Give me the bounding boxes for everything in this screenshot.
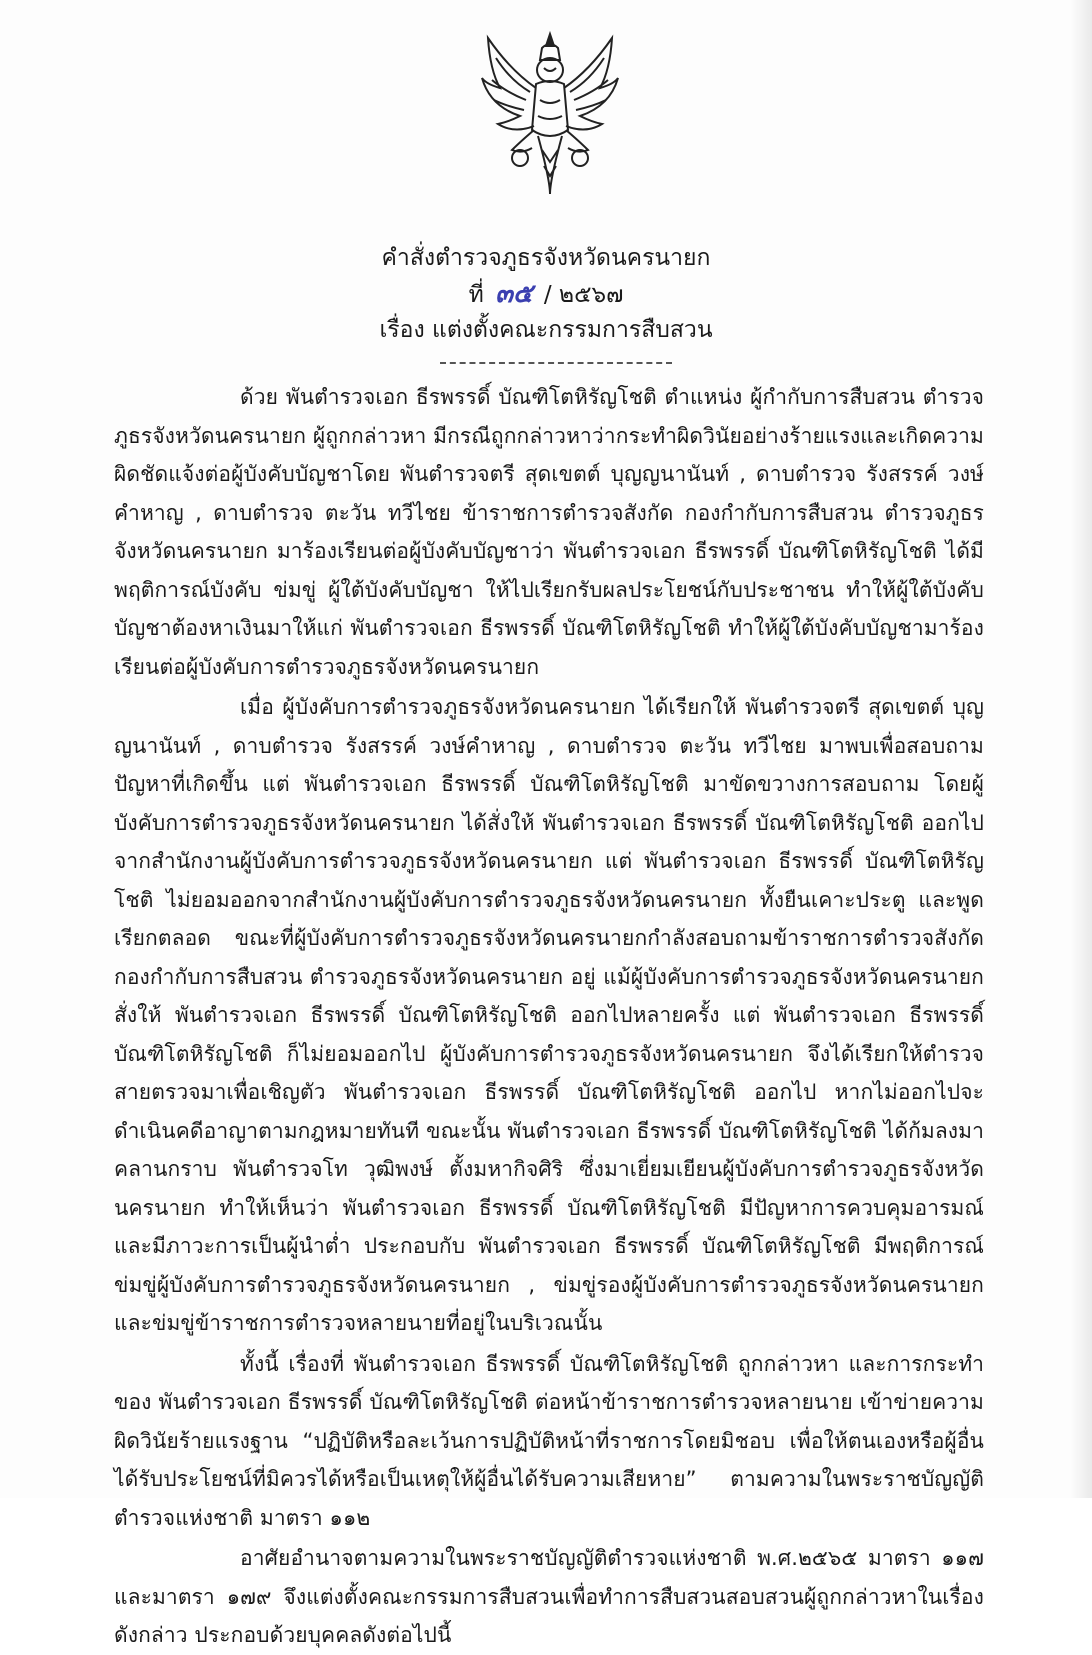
order-header	[0, 240, 1092, 348]
body-paragraph: ทั้งนี้ เรื่องที่ พันตำรวจเอก ธีรพรรดิ์ บัณฑิโตหิรัญโชติ ถูกกล่าวหา และการกระทำของ พันตำรวจเอก ธีรพรรดิ์ บัณฑิโตหิรัญโชติ ต่อหน้าข้าราชการตำรวจหลายนาย เข้าข่ายความผิดวินัยร้ายแรงฐาน “ปฏิบัติหรือละเว้นการปฏิบัติหน้าที่ราชการโดยมิชอบ เพื่อให้ตนเองหรือผู้อื่นได้รับประโยชน์ที่มิควรได้หรือเป็นเหตุให้ผู้อื่นได้รับความเสียหาย” ตามความในพระราชบัญญัติตำรวจแห่งชาติ มาตรา ๑๑๒	[114, 1351, 984, 1530]
page-edge-shadow	[1070, 0, 1092, 1498]
order-number-handwritten: ๓๕	[495, 279, 533, 309]
body-paragraph: เมื่อ ผู้บังคับการตำรวจภูธรจังหวัดนครนายก ได้เรียกให้ พันตำรวจตรี สุดเขตต์ บุญญนานันท์ , ดาบตำรวจ รังสรรค์ วงษ์คำหาญ , ดาบตำรวจ ตะวัน ทวีไชย มาพบเพื่อสอบถามปัญหาที่เกิดขึ้น แต่ พันตำรวจเอก ธีรพรรดิ์ บัณฑิโตหิรัญโชติ มาขัดขวางการสอบถาม โดยผู้บังคับการตำรวจภูธรจังหวัดนครนายก ได้สั่งให้ พันตำรวจเอก ธีรพรรดิ์ บัณฑิโตหิรัญโชติ ออกไปจากสำนักงานผู้บังคับการตำรวจภูธรจังหวัดนครนายก แต่ พันตำรวจเอก ธีรพรรดิ์ บัณฑิโตหิรัญโชติ ไม่ยอมออกจากสำนักงานผู้บังคับการตำรวจภูธรจังหวัดนครนายก ทั้งยืนเคาะประตู และพูดเรียกตลอด ขณะที่ผู้บังคับการตำรวจภูธรจังหวัดนครนายกกำลังสอบถามข้าราชการตำรวจสังกัด กองกำกับการสืบสวน ตำรวจภูธรจังหวัดนครนายก อยู่ แม้ผู้บังคับการตำรวจภูธรจังหวัดนครนายก สั่งให้ พันตำรวจเอก ธีรพรรดิ์ บัณฑิโตหิรัญโชติ ออกไปหลายครั้ง แต่ พันตำรวจเอก ธีรพรรดิ์ บัณฑิโตหิรัญโชติ ก็ไม่ยอมออกไป ผู้บังคับการตำรวจภูธรจังหวัดนครนายก จึงได้เรียกให้ตำรวจสายตรวจมาเพื่อเชิญตัว พันตำรวจเอก ธีรพรรดิ์ บัณฑิโตหิรัญโชติ ออกไป หากไม่ออกไปจะดำเนินคดีอาญาตามกฎหมายทันที ขณะนั้น พันตำรวจเอก ธีรพรรดิ์ บัณฑิโตหิรัญโชติ ได้ก้มลงมาคลานกราบ พันตำรวจโท วุฒิพงษ์ ตั้งมหากิจศิริ ซึ่งมาเยี่ยมเยียนผู้บังคับการตำรวจภูธรจังหวัดนครนายก ทำให้เห็นว่า พันตำรวจเอก ธีรพรรดิ์ บัณฑิโตหิรัญโชติ มีปัญหาการควบคุมอารมณ์และมีภาวะการเป็นผู้นำต่ำ ประกอบกับ พันตำรวจเอก ธีรพรรดิ์ บัณฑิโตหิรัญโชติ มีพฤติการณ์ ข่มขู่ผู้บังคับการตำรวจภูธรจังหวัดนครนายก , ข่มขู่รองผู้บังคับการตำรวจภูธรจังหวัดนครนายก และข่มขู่ข้าราชการตำรวจหลายนายที่อยู่ในบริเวณนั้น	[114, 695, 984, 1335]
order-subject: เรื่อง แต่งตั้งคณะกรรมการสืบสวน	[379, 317, 713, 343]
order-body	[114, 378, 984, 1655]
order-number-year: / ๒๕๖๗	[543, 282, 624, 308]
body-paragraph: ด้วย พันตำรวจเอก ธีรพรรดิ์ บัณฑิโตหิรัญโชติ ตำแหน่ง ผู้กำกับการสืบสวน ตำรวจภูธรจังหวัดนครนายก ผู้ถูกกล่าวหา มีกรณีถูกกล่าวหาว่ากระทำผิดวินัยอย่างร้ายแรงและเกิดความผิดชัดแจ้งต่อผู้บังคับบัญชาโดย พันตำรวจตรี สุดเขตต์ บุญญนานันท์ , ดาบตำรวจ รังสรรค์ วงษ์คำหาญ , ดาบตำรวจ ตะวัน ทวีไชย ข้าราชการตำรวจสังกัด กองกำกับการสืบสวน ตำรวจภูธรจังหวัดนครนายก มาร้องเรียนต่อผู้บังคับบัญชาว่า พันตำรวจเอก ธีรพรรดิ์ บัณฑิโตหิรัญโชติ ได้มีพฤติการณ์บังคับ ข่มขู่ ผู้ใต้บังคับบัญชา ให้ไปเรียกรับผลประโยชน์กับประชาชน ทำให้ผู้ใต้บังคับบัญชาต้องหาเงินมาให้แก่ พันตำรวจเอก ธีรพรรดิ์ บัณฑิโตหิรัญโชติ ทำให้ผู้ใต้บังคับบัญชามาร้องเรียนต่อผู้บังคับการตำรวจภูธรจังหวัดนครนายก	[114, 385, 984, 679]
order-number-prefix: ที่	[468, 282, 484, 308]
body-paragraph: อาศัยอำนาจตามความในพระราชบัญญัติตำรวจแห่งชาติ พ.ศ.๒๕๖๕ มาตรา ๑๑๗ และมาตรา ๑๗๙ จึงแต่งตั้งคณะกรรมการสืบสวนเพื่อทำการสืบสวนสอบสวนผู้ถูกกล่าวหาในเรื่องดังกล่าว ประกอบด้วยบุคคลดังต่อไปนี้	[114, 1546, 984, 1647]
header-divider	[440, 362, 672, 364]
order-title: คำสั่งตำรวจภูธรจังหวัดนครนายก	[381, 245, 711, 271]
order-number	[0, 276, 1092, 312]
garuda-emblem-icon	[480, 30, 620, 198]
